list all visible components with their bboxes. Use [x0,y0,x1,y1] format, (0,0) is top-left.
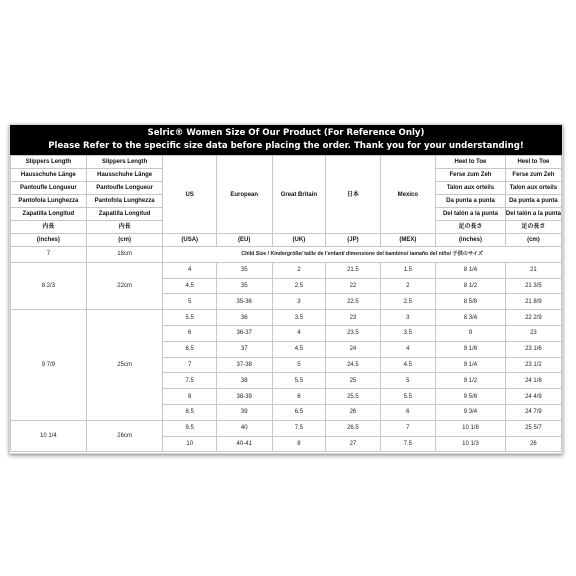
header-slippers-length-cm: Pantoufle Longueur [86,182,163,195]
cell-heel-toe-inches: 9 1/8 [436,341,506,357]
cell-jp: 23.5 [326,325,380,341]
cell-eu: 35-36 [216,294,272,310]
header-slippers-length-cm: Zapatilla Longitud [86,208,163,221]
cell-us: 5 [163,294,216,310]
size-table [10,155,562,452]
cell-heel-toe-cm: 21 3/5 [505,278,561,294]
cell-heel-toe-inches: 8 1/4 [436,262,506,278]
cell-mex: 7.5 [380,436,435,452]
cell-mex: 2.5 [380,294,435,310]
header-us-unit: (USA) [163,234,216,247]
cell-slippers-cm: 22cm [86,262,163,309]
cell-slippers-cm: 18cm [86,247,163,263]
cell-eu: 38 [216,373,272,389]
cell-heel-toe-cm: 21 8/9 [505,294,561,310]
header-heel-to-toe-cm: Heel to Toe [505,156,561,169]
cell-jp: 22.5 [326,294,380,310]
cell-heel-toe-cm: 24 4/9 [505,389,561,405]
cell-us: 8 [163,389,216,405]
cell-jp: 25.5 [326,389,380,405]
cell-us: 10 [163,436,216,452]
cell-slippers-inches: 8 2/3 [11,262,87,309]
size-chart-card [9,124,563,454]
cell-slippers-inches: 7 [11,247,87,263]
cell-eu: 35 [216,262,272,278]
header-european: European [216,156,272,234]
cell-eu: 38-39 [216,389,272,405]
cell-jp: 21.5 [326,262,380,278]
cell-eu: 39 [216,404,272,420]
title-banner [10,125,562,155]
header-row [11,156,562,169]
header-slippers-length-inches: Zapatilla Longitud [11,208,87,221]
cell-uk: 3.5 [272,310,326,326]
cell-heel-toe-cm: 24 7/9 [505,404,561,420]
cell-mex: 3 [380,310,435,326]
cell-heel-toe-inches: 9 1/4 [436,357,506,373]
cell-mex: 4.5 [380,357,435,373]
cell-eu: 40-41 [216,436,272,452]
cell-jp: 26.5 [326,420,380,436]
cell-uk: 4 [272,325,326,341]
header-heel-to-toe-cm: Da punta a punta [505,195,561,208]
cell-heel-toe-inches: 8 3/4 [436,310,506,326]
header-slippers-length-inches: (inches) [11,234,87,247]
header-slippers-length-inches: Pantofola Lunghezza [11,195,87,208]
header-heel-to-toe-inches: Ferse zum Zeh [436,169,506,182]
header-heel-to-toe-inches: 足の長さ [436,221,506,234]
cell-heel-toe-inches: 9 1/2 [436,373,506,389]
cell-jp: 27 [326,436,380,452]
header-heel-to-toe-inches: Talon aux orteils [436,182,506,195]
cell-jp: 23 [326,310,380,326]
cell-eu: 37-38 [216,357,272,373]
cell-uk: 6.5 [272,404,326,420]
header-mexico-unit: (MEX) [380,234,435,247]
cell-us: 6.5 [163,341,216,357]
cell-eu: 37 [216,341,272,357]
cell-mex: 1.5 [380,262,435,278]
header-heel-to-toe-inches: (inches) [436,234,506,247]
header-japan-unit: (JP) [326,234,380,247]
header-great-britain-unit: (UK) [272,234,326,247]
cell-heel-toe-cm: 24 1/8 [505,373,561,389]
cell-heel-toe-inches: 9 3/4 [436,404,506,420]
cell-heel-toe-cm: 23 1/6 [505,341,561,357]
cell-uk: 5 [272,357,326,373]
header-european-unit: (EU) [216,234,272,247]
header-us: US [163,156,216,234]
header-slippers-length-inches: 内長 [11,221,87,234]
cell-mex: 6 [380,404,435,420]
header-heel-to-toe-cm: Ferse zum Zeh [505,169,561,182]
cell-mex: 2 [380,278,435,294]
cell-uk: 5.5 [272,373,326,389]
header-heel-to-toe-inches: Del talón a la punta [436,208,506,221]
header-slippers-length-cm: Slippers Length [86,156,163,169]
cell-eu: 40 [216,420,272,436]
header-slippers-length-cm: Pantofola Lunghezza [86,195,163,208]
cell-uk: 2 [272,262,326,278]
cell-mex: 3.5 [380,325,435,341]
cell-heel-toe-inches: 10 1/8 [436,420,506,436]
cell-uk: 4.5 [272,341,326,357]
cell-heel-toe-cm: 26 [505,436,561,452]
cell-us: 9.5 [163,420,216,436]
cell-uk: 3 [272,294,326,310]
header-slippers-length-inches: Pantoufle Longueur [11,182,87,195]
cell-jp: 26 [326,404,380,420]
header-slippers-length-cm: 内長 [86,221,163,234]
cell-heel-toe-inches: 8 1/2 [436,278,506,294]
cell-jp: 24.5 [326,357,380,373]
header-heel-to-toe-cm: 足の長さ [505,221,561,234]
cell-us: 5.5 [163,310,216,326]
header-slippers-length-cm: (cm) [86,234,163,247]
cell-slippers-inches: 9 7/9 [11,310,87,421]
table-row [11,262,562,278]
cell-uk: 2.5 [272,278,326,294]
cell-slippers-inches: 10 1/4 [11,420,87,452]
header-heel-to-toe-inches: Da punta a punta [436,195,506,208]
cell-heel-toe-inches: 9 [436,325,506,341]
header-japan: 日本 [326,156,380,234]
cell-eu: 35 [216,278,272,294]
cell-jp: 22 [326,278,380,294]
header-heel-to-toe-cm: Talon aux orteils [505,182,561,195]
cell-heel-toe-cm: 23 [505,325,561,341]
cell-jp: 25 [326,373,380,389]
header-heel-to-toe-cm: Del talón a la punta [505,208,561,221]
cell-uk: 7.5 [272,420,326,436]
table-row [11,420,562,436]
cell-slippers-cm: 26cm [86,420,163,452]
cell-uk: 8 [272,436,326,452]
cell-jp: 24 [326,341,380,357]
cell-us: 7.5 [163,373,216,389]
cell-us: 7 [163,357,216,373]
header-heel-to-toe-inches: Heel to Toe [436,156,506,169]
table-row [11,247,562,263]
cell-heel-toe-cm: 21 [505,262,561,278]
cell-heel-toe-cm: 23 1/2 [505,357,561,373]
header-row [11,234,562,247]
table-row [11,310,562,326]
header-mexico: Mexico [380,156,435,234]
cell-heel-toe-inches: 9 5/8 [436,389,506,405]
cell-mex: 7 [380,420,435,436]
cell-us: 4 [163,262,216,278]
cell-slippers-cm: 25cm [86,310,163,421]
cell-heel-toe-cm: 22 2/9 [505,310,561,326]
chart-title: Selric® Women Size Of Our Product (For Reference Only) [147,128,425,138]
cell-us: 8.5 [163,404,216,420]
header-slippers-length-cm: Hausschuhe Länge [86,169,163,182]
header-great-britain: Great Britain [272,156,326,234]
cell-eu: 36 [216,310,272,326]
cell-mex: 5 [380,373,435,389]
cell-us: 6 [163,325,216,341]
cell-eu: 36-37 [216,325,272,341]
cell-mex: 4 [380,341,435,357]
child-size-note: Child Size / Kindergröße/ taille de l'enfant/ dimensione del bambino/ tamaño del niño/ 子供のサイズ [163,247,562,263]
cell-uk: 6 [272,389,326,405]
header-slippers-length-inches: Slippers Length [11,156,87,169]
chart-subtitle: Please Refer to the specific size data before placing the order. Thank you for your understanding! [48,141,524,151]
header-heel-to-toe-cm: (cm) [505,234,561,247]
cell-heel-toe-inches: 8 5/8 [436,294,506,310]
cell-us: 4.5 [163,278,216,294]
cell-heel-toe-cm: 25 5/7 [505,420,561,436]
cell-heel-toe-inches: 10 1/3 [436,436,506,452]
header-slippers-length-inches: Hausschuhe Länge [11,169,87,182]
cell-mex: 5.5 [380,389,435,405]
